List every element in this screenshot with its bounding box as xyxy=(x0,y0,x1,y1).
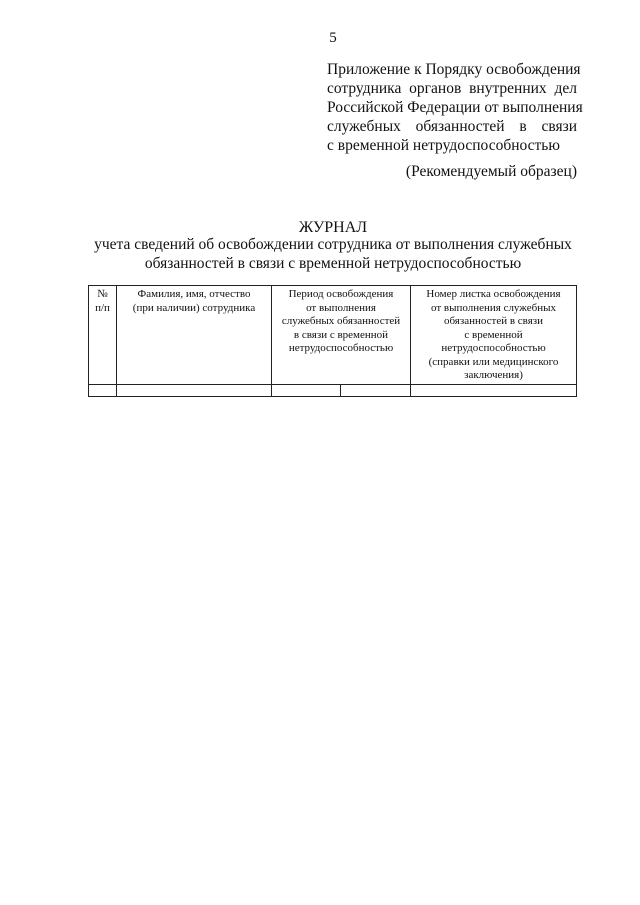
journal-subtitle-line: обязанностей в связи с временной нетрудоспособностью xyxy=(144,255,522,272)
journal-title: ЖУРНАЛ xyxy=(298,219,368,236)
appendix-line: служебных обязанностей в связи xyxy=(327,118,577,135)
recommended-sample-label: (Рекомендуемый образец) xyxy=(405,163,577,180)
column-header-sheet-number: Номер листка освобождения от выполнения служебных обязанностей в связи с временной нетрудоспособностью (справки или медицинского заключения) xyxy=(411,286,577,385)
appendix-line: Российской Федерации от выполнения xyxy=(327,99,583,116)
journal-table xyxy=(88,285,577,397)
journal-subtitle-line: учета сведений об освобождении сотрудника от выполнения служебных xyxy=(94,236,572,253)
table-cell xyxy=(411,384,577,396)
column-header-release-period: Период освобождения от выполнения служебных обязанностей в связи с временной нетрудоспособностью xyxy=(272,286,411,385)
appendix-note xyxy=(327,60,583,155)
appendix-line: Приложение к Порядку освобождения xyxy=(327,61,581,78)
column-header-number: № п/п xyxy=(89,286,117,385)
table-cell xyxy=(272,384,341,396)
table-row xyxy=(89,384,577,396)
journal-subtitle xyxy=(0,235,640,273)
table-header-row xyxy=(89,286,577,385)
table-cell xyxy=(89,384,117,396)
page-number: 5 xyxy=(329,30,337,46)
table-cell xyxy=(117,384,272,396)
column-header-full-name: Фамилия, имя, отчество (при наличии) сотрудника xyxy=(117,286,272,385)
table-cell xyxy=(341,384,411,396)
appendix-line: сотрудника органов внутренних дел xyxy=(327,80,577,97)
appendix-line: с временной нетрудоспособностью xyxy=(327,137,560,154)
